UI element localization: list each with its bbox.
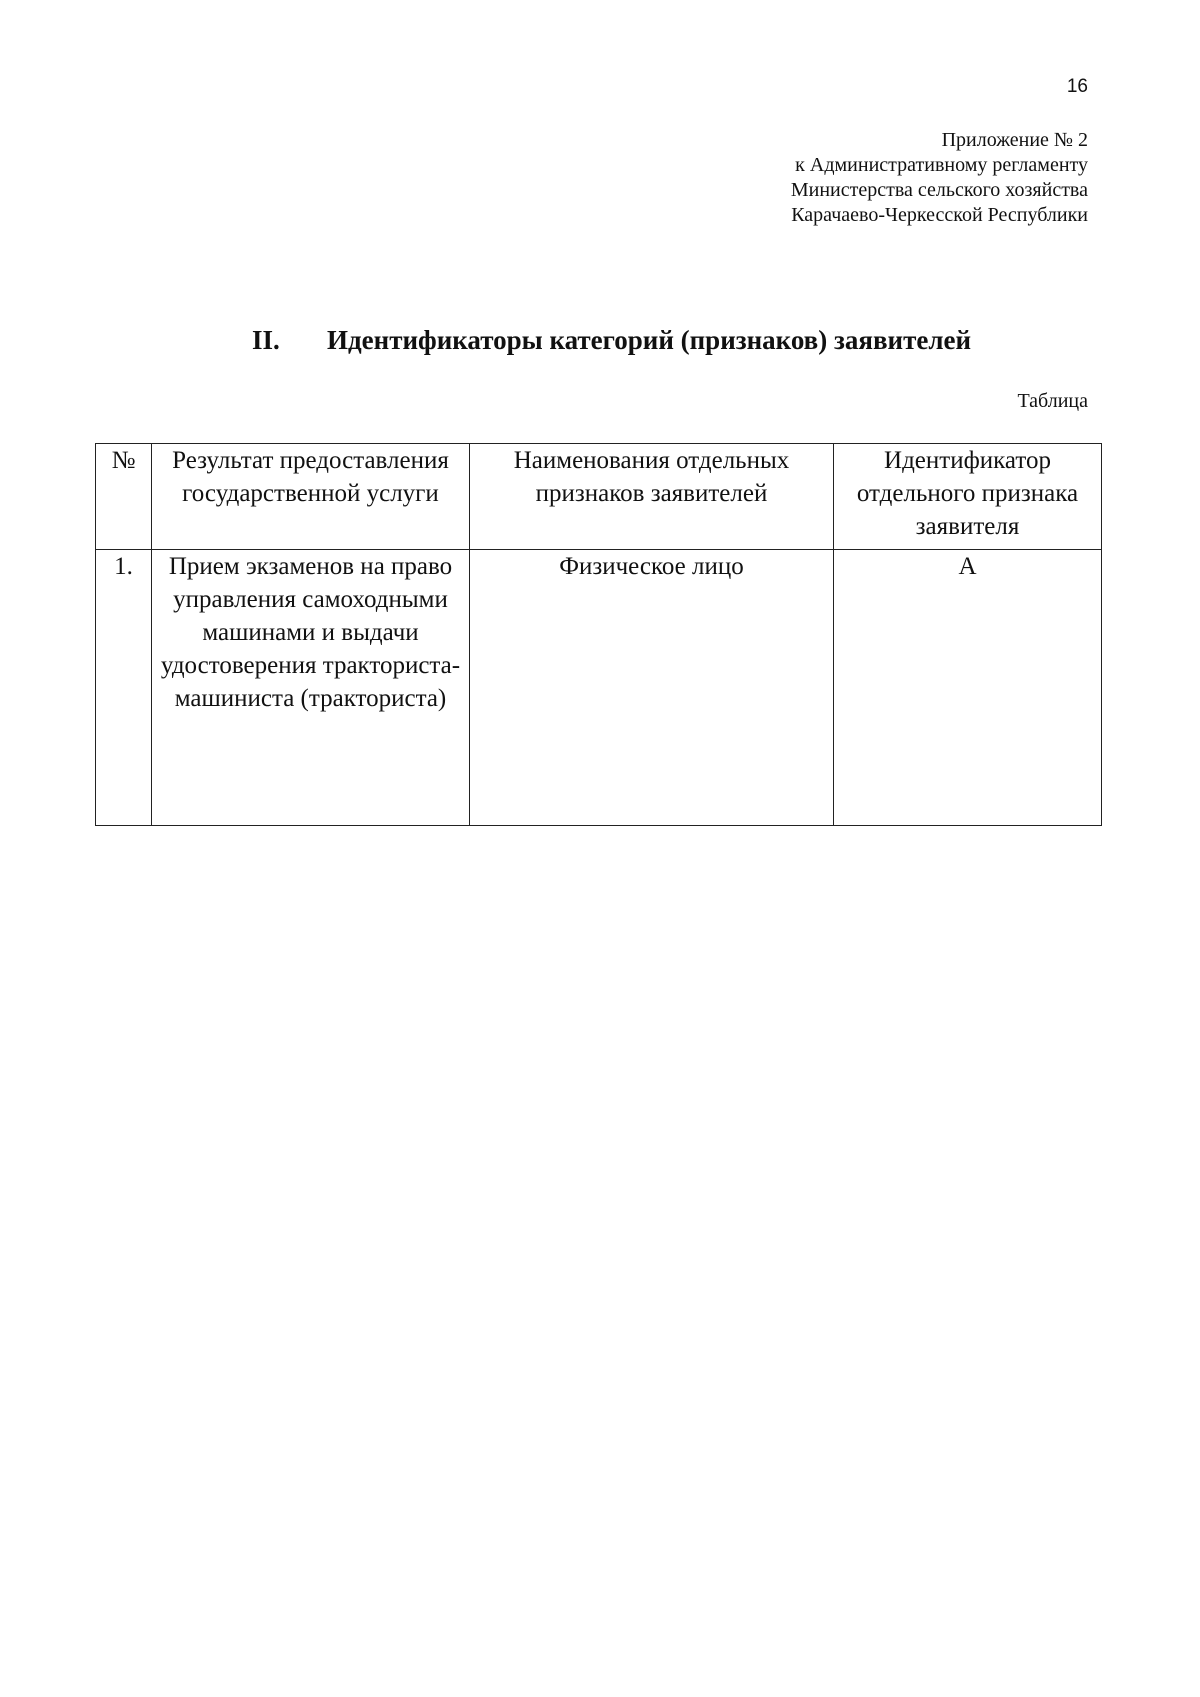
cell-result: Прием экзаменов на право управления самоходными машинами и выдачи удостоверения тракториста-машиниста (тракториста) xyxy=(152,550,470,826)
annex-line-2: к Административному регламенту xyxy=(795,154,1088,176)
annex-line-1: Приложение № 2 xyxy=(941,129,1088,151)
cell-identifier: А xyxy=(834,550,1102,826)
cell-feature-name: Физическое лицо xyxy=(470,550,834,826)
section-heading: Идентификаторы категорий (признаков) заявителей xyxy=(327,325,972,355)
table-row xyxy=(96,550,1102,826)
header-number: № xyxy=(96,444,152,550)
table-header-row xyxy=(96,444,1102,550)
header-result: Результат предоставления государственной услуги xyxy=(152,444,470,550)
section-number: II. xyxy=(252,325,280,355)
annex-line-3: Министерства сельского хозяйства xyxy=(790,179,1088,201)
cell-number: 1. xyxy=(96,550,152,826)
page-number: 16 xyxy=(1066,76,1088,97)
annex-line-4: Карачаево-Черкесской Республики xyxy=(791,204,1088,226)
annex-header xyxy=(791,128,1088,228)
header-feature-name: Наименования отдельных признаков заявителей xyxy=(470,444,834,550)
identifiers-table xyxy=(95,443,1102,826)
header-identifier: Идентификатор отдельного признака заявителя xyxy=(834,444,1102,550)
table-label: Таблица xyxy=(1017,390,1088,412)
